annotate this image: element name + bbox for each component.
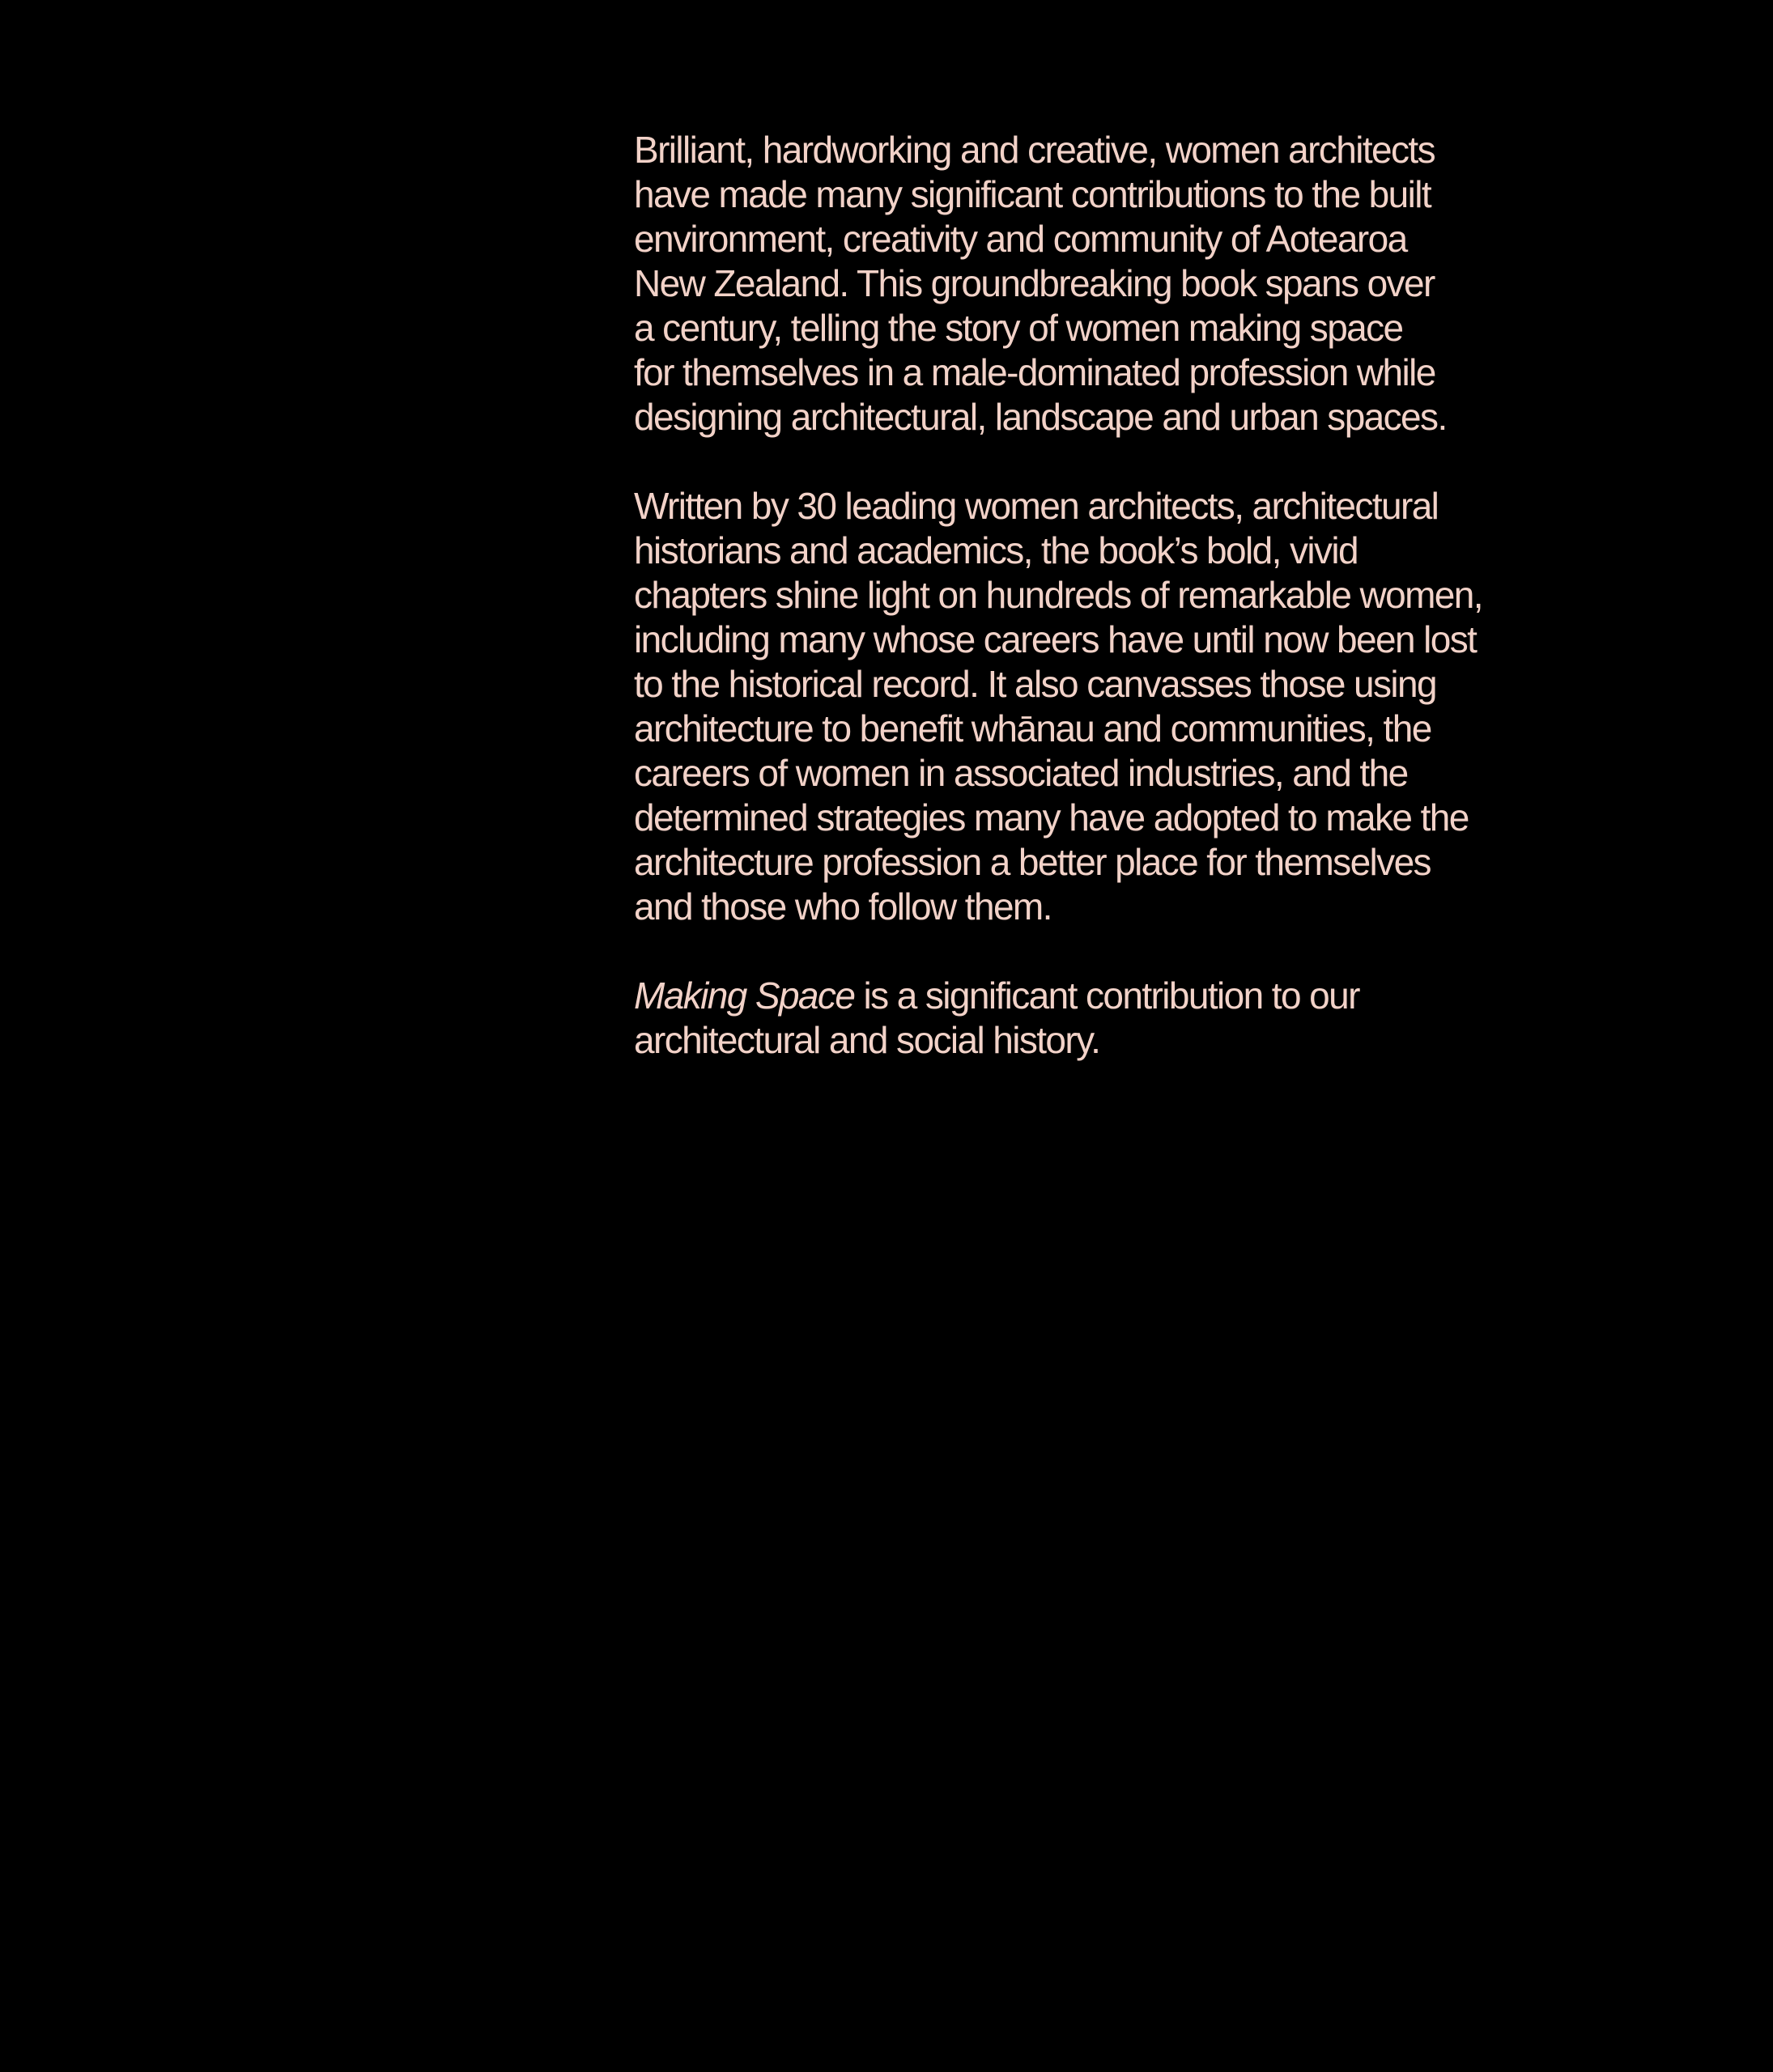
text-line: Written by 30 leading women architects, architectural xyxy=(634,485,1439,527)
text-line: architecture to benefit whānau and communities, the xyxy=(634,707,1431,749)
text-line: architectural and social history. xyxy=(634,1019,1100,1061)
description-paragraph-3 xyxy=(634,974,1638,1063)
text-line: designing architectural, landscape and urban spaces. xyxy=(634,396,1447,438)
text-line: determined strategies many have adopted to make the xyxy=(634,796,1469,839)
book-description xyxy=(634,128,1638,1107)
text-line: have made many significant contributions to the built xyxy=(634,173,1431,215)
text-line: chapters shine light on hundreds of remarkable women, xyxy=(634,574,1482,616)
text-line: to the historical record. It also canvasses those using xyxy=(634,663,1437,705)
book-title: Making Space xyxy=(634,974,855,1017)
text-line: environment, creativity and community of Aotearoa xyxy=(634,218,1407,260)
text-line: for themselves in a male-dominated profession while xyxy=(634,351,1435,393)
description-paragraph-2 xyxy=(634,484,1638,929)
description-paragraph-1 xyxy=(634,128,1638,439)
text-line: Brilliant, hardworking and creative, women architects xyxy=(634,129,1435,171)
text-fragment: is a significant contribution to our xyxy=(854,974,1359,1017)
text-line xyxy=(634,974,1638,1018)
text-line: including many whose careers have until now been lost xyxy=(634,618,1477,660)
text-line: architecture profession a better place for themselves xyxy=(634,841,1431,883)
text-line: and those who follow them. xyxy=(634,885,1052,928)
text-line: a century, telling the story of women making space xyxy=(634,307,1403,349)
text-line: New Zealand. This groundbreaking book spans over xyxy=(634,262,1435,304)
text-line: careers of women in associated industries, and the xyxy=(634,752,1408,794)
text-line: historians and academics, the book’s bold, vivid xyxy=(634,529,1358,571)
